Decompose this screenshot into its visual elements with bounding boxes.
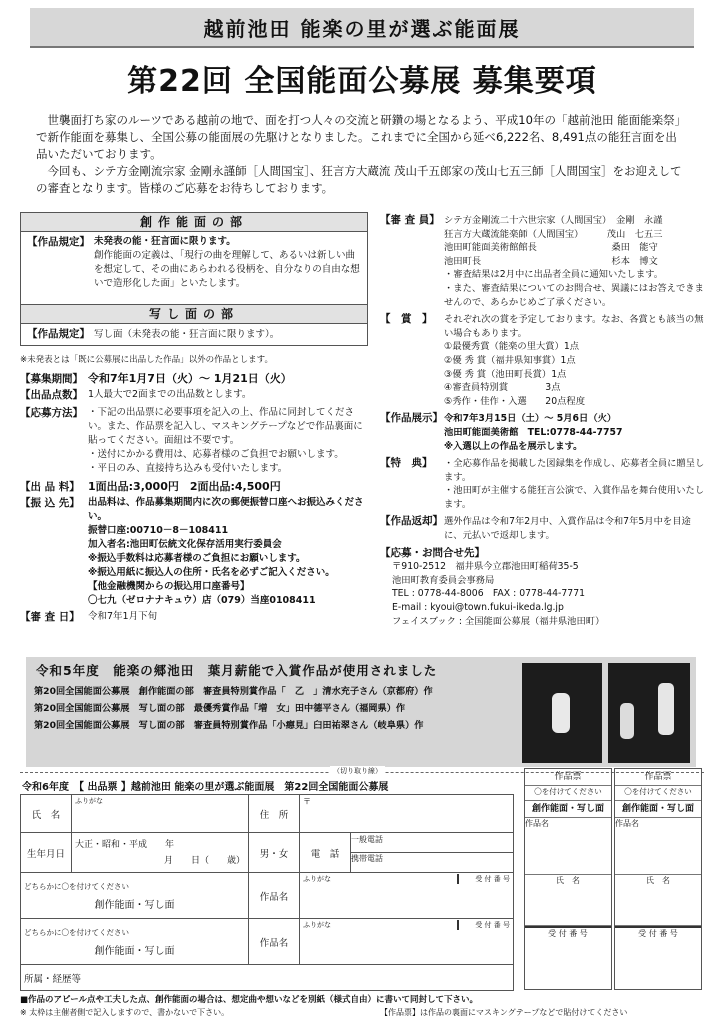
item-transfer: 【振 込 先】 出品料は、作品募集期間内に次の郵便振替口座へお振込みください。 振替口座:00710－8－108411 加入者名:池田町伝統文化保存活用実行委員会 ※振込手数料は応募者様のご負担にお願いします。 ※振込用紙に振込人の住所・氏名を必ずご記入ください。 【他金融機関からの振込用口座番号】 〇七九（ゼロナナキュウ）店（079）当座0108411 xyxy=(20,497,364,606)
award-banner xyxy=(26,657,696,767)
sousaku-body xyxy=(20,232,368,305)
category-select-2[interactable]: どちらかに〇を付けてください 創作能面・写し面 xyxy=(21,919,249,965)
utsushi-header: 写し面の部 xyxy=(20,305,368,324)
name-field[interactable]: ふりがな xyxy=(72,795,249,833)
intro-paragraph-2: 今回も、シテ方金剛流宗家 金剛永謹師［人間国宝］、狂言方大蔵流 茂山千五郎家の茂山七五三師［人間国宝］をお迎えしての審査となります。皆様のご応募をお待ちしております。 xyxy=(36,164,682,195)
sousaku-header: 創作能面の部 xyxy=(20,212,368,232)
work-name-label-1: 作品名 xyxy=(249,873,300,919)
banner-line: 第20回全国能面公募展 創作能面の部 審査員特別賞作品「 乙 」清水充子さん（京都府）作 xyxy=(34,686,433,697)
form-note-2: ※ 太枠は主催者側で記入しますので、書かないで下さい。 xyxy=(20,1008,230,1017)
utsushi-rule: 写し面（未発表の能・狂言面に限ります）。 xyxy=(94,329,280,340)
sousaku-definition: 創作能面の定義は、「現行の曲を理解して、あるいは新しい曲を想定して、その曲にあらわれる役柄を、自分なりの自由な想いで造形化した面」といたします。 xyxy=(94,250,360,289)
form-note-1: ■作品のアピール点や工夫した点、創作能面の場合は、想定曲や想いなどを別紙（様式自由）に書いて同封して下さい。 xyxy=(20,995,479,1005)
work-name-field-2[interactable]: ふりがな 受 付 番 号 xyxy=(300,919,514,965)
gender-field[interactable]: 男・女 xyxy=(249,833,300,873)
utsushi-body xyxy=(20,324,368,346)
cut-line-label: （切り取り線） xyxy=(330,766,385,776)
item-awards: 【 賞 】 それぞれ次の賞を予定しております。なお、各賞とも該当の無い場合もあります。 ①最優秀賞（能楽の里大賞）1点 ②優 秀 賞（福井県知事賞）1点 ③優 秀 賞（池田町長賞）1点 ④審査員特別賞 3点 ⑤秀作・佳作・入選 20点程度 xyxy=(380,313,704,407)
item-period: 【募集期間】 令和7年1月7日（火）～ 1月21日（火） xyxy=(20,372,292,385)
item-fee: 【出 品 料】 1面出品:3,000円 2面出品:4,500円 xyxy=(20,480,281,493)
item-return: 【作品返却】 選外作品は令和7年2月中、入賞作品は令和7年5月中を目途に、元払いで返却します。 xyxy=(380,515,691,542)
subtitle-band xyxy=(30,8,694,48)
work-ticket-2[interactable]: 作品票 〇を付けてください 創作能面・写し面 作品名 氏 名 受 付 番 号 xyxy=(614,768,702,990)
form-title: 令和6年度 【 出品票 】越前池田 能楽の里が選ぶ能面展 第22回全国能面公募展 xyxy=(22,782,389,793)
intro-paragraph-1: 世襲面打ち家のルーツである越前の地で、面を打つ人々の交流と研鑽の場となるよう、平成10年の「越前池田 能面能楽祭」で新作能面を募集し、全国公募の能面展の先駆けとなりました。これまでに全国から延べ6,222名、8,491点の能狂言面を出品いただいております。 xyxy=(36,113,681,161)
sousaku-rule: 未発表の能・狂言面に限ります。 xyxy=(94,236,236,247)
category-rules xyxy=(20,212,368,346)
main-title: 第22回 全国能面公募展 募集要項 xyxy=(127,64,597,99)
work-ticket-1[interactable]: 作品票 〇を付けてください 創作能面・写し面 作品名 氏 名 受 付 番 号 xyxy=(524,768,612,990)
right-details xyxy=(380,214,708,628)
work-name-label-2: 作品名 xyxy=(249,919,300,965)
sousaku-label: 【作品規定】 xyxy=(27,236,90,248)
phone-fields[interactable]: 一般電話 携帯電話 xyxy=(351,833,514,873)
phone-label: 電 話 xyxy=(300,833,351,873)
item-contact: 【応募・お問合せ先】 〒910-2512 福井県今立郡池田町稲荷35-5 池田町教育委員会事務局 TEL : 0778-44-8006 FAX : 0778-44-7771 E-mail : kyoui@town.fukui-ikeda.lg.jp フェイスブック : 全国能面公募展（福井県池田町） xyxy=(380,546,605,627)
banner-title: 令和5年度 能楽の郷池田 葉月薪能で入賞作品が使用されました xyxy=(36,663,438,678)
address-label: 住 所 xyxy=(249,795,300,833)
item-judging-date: 【審 査 日】 令和7年1月下旬 xyxy=(20,611,158,623)
banner-line: 第20回全国能面公募展 写し面の部 最優秀賞作品「増 女」田中德平さん（福岡県）作 xyxy=(34,703,406,714)
item-benefits: 【特 典】 ・全応募作品を掲載した図録集を作成し、応募者全員に贈呈します。 ・池田町が主催する能狂言公演で、入賞作品を舞台使用いたします。 xyxy=(380,457,705,510)
work-name-field-1[interactable]: ふりがな 受 付 番 号 xyxy=(300,873,514,919)
utsushi-label: 【作品規定】 xyxy=(27,328,90,340)
category-select-1[interactable]: どちらかに〇を付けてください 創作能面・写し面 xyxy=(21,873,249,919)
banner-line: 第20回全国能面公募展 写し面の部 審査員特別賞作品「小癋見」臼田祐翠さん（岐阜県）作 xyxy=(34,720,424,731)
left-details xyxy=(20,372,370,624)
band-title: 越前池田 能楽の里が選ぶ能面展 xyxy=(203,16,521,41)
birth-field[interactable]: 大正・昭和・平成 年 月 日（ 歳） xyxy=(72,833,249,873)
address-field[interactable]: 〒 xyxy=(300,795,514,833)
birth-label: 生年月日 xyxy=(21,833,72,873)
entry-form xyxy=(20,794,514,991)
note-unpublished: ※未発表とは「既に公募展に出品した作品」以外の作品とします。 xyxy=(20,355,273,365)
item-exhibition: 【作品展示】 令和7年3月15日（土）～ 5月6日（火） 池田町能面美術館 TEL:0778-44-7757 ※入選以上の作品を展示します。 xyxy=(380,412,623,452)
stage-photo-2 xyxy=(608,663,690,763)
item-count: 【出品点数】 1人最大で2面までの出品数とします。 xyxy=(20,389,252,401)
stage-photo-1 xyxy=(522,663,602,763)
item-judges: 【審 査 員】 シテ方金剛流二十六世宗家（人間国宝） 金剛 永謹 狂言方大蔵流能楽師（人間国宝） 茂山 七五三 池田町能面美術館館長 桑田 能守 池田町長 杉本 博文 ・審査結果は2月中に出品者全員に通知いたします。 ・また、審査結果についてのお問合せ、異議にはお答えできませんので、あらかじめご了承ください。 xyxy=(380,214,704,308)
form-note-3: 【作品票】は作品の裏面にマスキングテープなどで貼付けてください xyxy=(380,1008,628,1017)
affiliation-field[interactable]: 所属・経歴等 xyxy=(21,965,514,991)
intro-text xyxy=(36,112,686,197)
item-method: 【応募方法】 ・下記の出品票に必要事項を記入の上、作品に同封してください。また、作品票を記入し、マスキングテープなどで作品裏面に貼ってください。面紐は不要です。 ・送付にかかる費用は、応募者様のご負担でお願いします。 ・平日のみ、直接持ち込みも受付いたします。 xyxy=(20,407,363,474)
name-label: 氏 名 xyxy=(21,795,72,833)
